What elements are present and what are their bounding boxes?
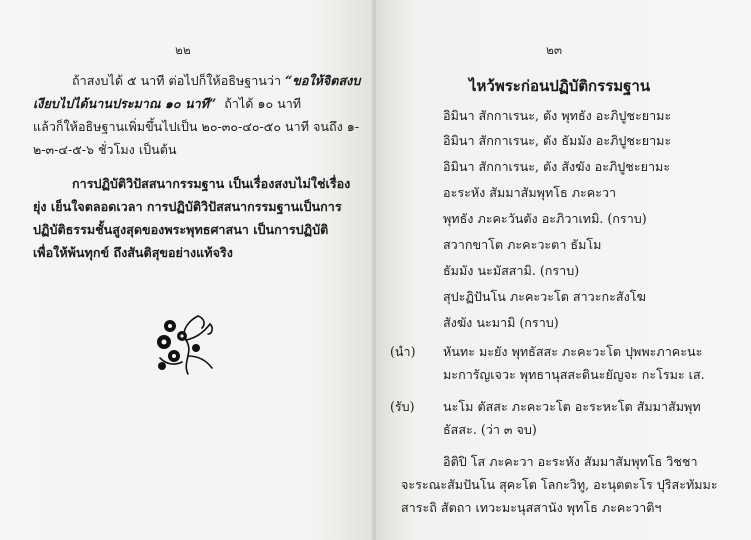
chant-line: นะโม ตัสสะ ภะคะวะโต อะระหะโต สัมมาสัมพุท <box>443 399 701 414</box>
chant-line: สาระถิ สัตถา เทวะมะนุสสานัง พุทโธ ภะคะวาติฯ <box>401 500 662 515</box>
text-line: เงียบไปได้นานประมาณ ๑๐ นาที” ถ้าได้ ๑๐ นาที <box>33 96 302 111</box>
chant-line: สวากขาโต ภะคะวะตา ธัมโม <box>443 237 602 252</box>
chant-line: พุทธัง ภะคะวันตัง อะภิวาเทมิ. (กราบ) <box>443 211 647 226</box>
chant-line: อิมินา สักกาเรนะ, ตัง สังฆัง อะภิปูชะยามะ <box>443 159 671 174</box>
text-line: ยุ่ง เย็นใจตลอดเวลา การปฏิบัติวิปัสสนากรรมฐานเป็นการ <box>33 199 342 214</box>
page-number: ๒๓ <box>546 43 563 57</box>
left-page <box>0 0 373 540</box>
text-line: แล้วก็ให้อธิษฐานเพิ่มขึ้นไปเป็น ๒๐-๓๐-๔๐-๕๐ นาที จนถึง ๑- <box>33 119 360 134</box>
page-number: ๒๒ <box>175 43 191 57</box>
chant-line: หันทะ มะยัง พุทธัสสะ ภะคะวะโต ปุพพะภาคะนะ <box>443 344 703 359</box>
lead-tag: (นำ) <box>390 344 416 359</box>
text-line: ๒-๓-๔-๕-๖ ชั่วโมง เป็นต้น <box>33 142 177 157</box>
reply-tag: (รับ) <box>390 399 415 414</box>
chant-line: ธัสสะ. (ว่า ๓ จบ) <box>443 422 537 437</box>
text-line: เพื่อให้พ้นทุกข์ ถึงสันติสุขอย่างแท้จริง <box>33 245 233 260</box>
chant-line: อะระหัง สัมมาสัมพุทโธ ภะคะวา <box>443 185 617 200</box>
chant-line: อิมินา สักกาเรนะ, ตัง พุทธัง อะภิปูชะยามะ <box>443 108 672 123</box>
floral-ornament-icon <box>152 312 218 378</box>
chant-line: สังฆัง นะมามิ (กราบ) <box>443 315 559 330</box>
chant-line: ธัมมัง นะมัสสามิ. (กราบ) <box>443 263 580 278</box>
chant-line: อิติปิ โส ภะคะวา อะระหัง สัมมาสัมพุทโธ วิชชา <box>443 454 698 469</box>
text-line: ถ้าสงบได้ ๕ นาที ต่อไปก็ให้อธิษฐานว่า “ขอให้จิตสงบ <box>72 73 361 88</box>
text-line: ปฏิบัติธรรมชั้นสูงสุดของพระพุทธศาสนา เป็นการปฏิบัติ <box>33 222 329 237</box>
text-line: การปฏิบัติวิปัสสนากรรมฐาน เป็นเรื่องสงบไม่ใช่เรื่อง <box>72 176 351 191</box>
chant-line: จะระณะสัมปันโน สุคะโต โลกะวิทู, อะนุตตะโร ปุริสะทัมมะ <box>401 477 718 492</box>
chant-line: สุปะฏิปันโน ภะคะวะโต สาวะกะสังโฆ <box>443 289 646 304</box>
chant-line: มะการัญเจวะ พุทธานุสสะตินะยัญจะ กะโรมะ เส. <box>443 367 705 382</box>
right-page <box>376 0 751 540</box>
section-heading: ไหว้พระก่อนปฏิบัติกรรมฐาน <box>469 77 651 95</box>
chant-line: อิมินา สักกาเรนะ, ตัง ธัมมัง อะภิปูชะยามะ <box>443 133 672 148</box>
